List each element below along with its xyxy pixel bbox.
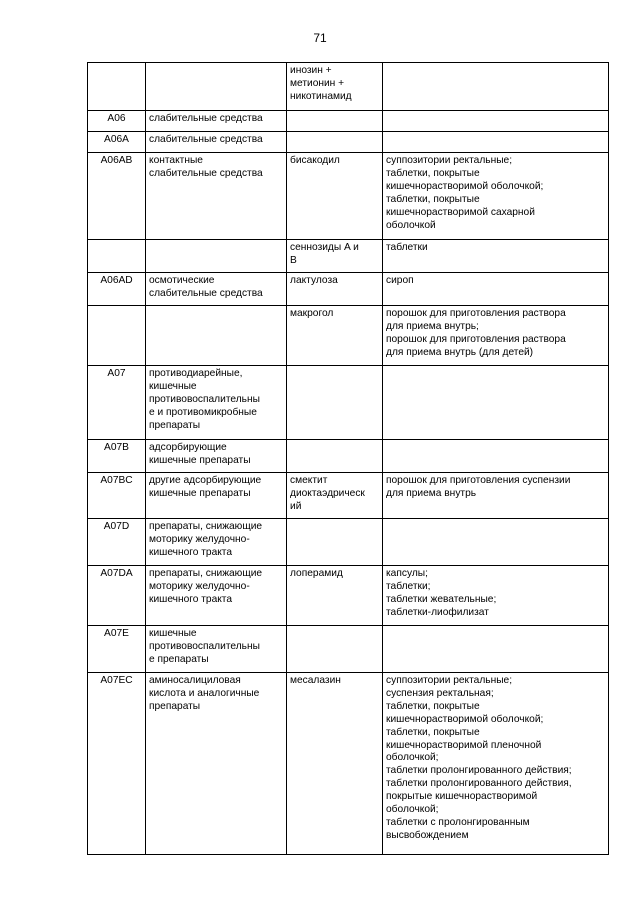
table-row bbox=[88, 63, 609, 111]
atc-code-cell bbox=[88, 240, 146, 273]
page-number: 71 bbox=[313, 31, 327, 45]
dosage-form-cell: порошок для приготовления суспензии для приема внутрь bbox=[383, 473, 609, 519]
dosage-form-cell bbox=[383, 626, 609, 673]
table-row bbox=[88, 566, 609, 626]
pharmacological-group-cell: препараты, снижающие моторику желудочно- кишечного тракта bbox=[146, 566, 287, 626]
pharmacological-group-cell: кишечные противовоспалительны е препараты bbox=[146, 626, 287, 673]
pharmacological-group-cell: противодиарейные, кишечные противовоспалительны е и противомикробные препараты bbox=[146, 366, 287, 440]
dosage-form-cell: капсулы; таблетки; таблетки жевательные; таблетки-лиофилизат bbox=[383, 566, 609, 626]
substance-cell: лактулоза bbox=[287, 273, 383, 306]
dosage-form-cell: суппозитории ректальные; таблетки, покрытые кишечнорастворимой оболочкой; таблетки, покрытые кишечнорастворимой сахарной оболочкой bbox=[383, 153, 609, 240]
pharmacological-group-cell: адсорбирующие кишечные препараты bbox=[146, 440, 287, 473]
atc-code-cell: A06A bbox=[88, 132, 146, 153]
table-row bbox=[88, 240, 609, 273]
substance-cell bbox=[287, 519, 383, 566]
substance-cell: сеннозиды A и B bbox=[287, 240, 383, 273]
table-body bbox=[88, 63, 609, 855]
dosage-form-cell bbox=[383, 519, 609, 566]
substance-cell: бисакодил bbox=[287, 153, 383, 240]
dosage-form-cell: суппозитории ректальные; суспензия ректальная; таблетки, покрытые кишечнорастворимой оболочкой; таблетки, покрытые кишечнорастворимой пленочной оболочкой; таблетки пролонгированного действия; таблетки пролонгированного действия, покрытые кишечнорастворимой оболочкой; таблетки с пролонгированным высвобождением bbox=[383, 673, 609, 855]
atc-code-cell: A07E bbox=[88, 626, 146, 673]
substance-cell: месалазин bbox=[287, 673, 383, 855]
table-row bbox=[88, 366, 609, 440]
table-row bbox=[88, 111, 609, 132]
table-row bbox=[88, 519, 609, 566]
pharmacological-group-cell: аминосалициловая кислота и аналогичные препараты bbox=[146, 673, 287, 855]
table-row bbox=[88, 473, 609, 519]
table-row bbox=[88, 673, 609, 855]
substance-cell bbox=[287, 366, 383, 440]
atc-code-cell: A07EC bbox=[88, 673, 146, 855]
substance-cell: инозин + метионин + никотинамид bbox=[287, 63, 383, 111]
table-row bbox=[88, 626, 609, 673]
dosage-form-cell bbox=[383, 132, 609, 153]
table-row bbox=[88, 153, 609, 240]
atc-code-cell: A07DA bbox=[88, 566, 146, 626]
dosage-form-cell bbox=[383, 111, 609, 132]
pharmacological-group-cell bbox=[146, 306, 287, 366]
pharmacological-group-cell: слабительные средства bbox=[146, 132, 287, 153]
dosage-form-cell bbox=[383, 63, 609, 111]
atc-code-cell: A06 bbox=[88, 111, 146, 132]
dosage-form-cell: порошок для приготовления раствора для приема внутрь; порошок для приготовления раствора для приема внутрь (для детей) bbox=[383, 306, 609, 366]
pharmacological-group-cell: препараты, снижающие моторику желудочно- кишечного тракта bbox=[146, 519, 287, 566]
substance-cell: макрогол bbox=[287, 306, 383, 366]
pharmacological-group-cell bbox=[146, 240, 287, 273]
table-row bbox=[88, 273, 609, 306]
pharmacological-group-cell: осмотические слабительные средства bbox=[146, 273, 287, 306]
substance-cell bbox=[287, 111, 383, 132]
pharmacological-group-cell: слабительные средства bbox=[146, 111, 287, 132]
substance-cell bbox=[287, 132, 383, 153]
atc-code-cell: A06AB bbox=[88, 153, 146, 240]
table-row bbox=[88, 306, 609, 366]
substance-cell: лоперамид bbox=[287, 566, 383, 626]
atc-code-cell bbox=[88, 306, 146, 366]
atc-code-cell: A07BC bbox=[88, 473, 146, 519]
pharmacological-group-cell: контактные слабительные средства bbox=[146, 153, 287, 240]
substance-cell: смектит диоктаэдрическ ий bbox=[287, 473, 383, 519]
substance-cell bbox=[287, 626, 383, 673]
pharmacological-group-cell bbox=[146, 63, 287, 111]
table-row bbox=[88, 440, 609, 473]
pharmacological-group-cell: другие адсорбирующие кишечные препараты bbox=[146, 473, 287, 519]
table-row bbox=[88, 132, 609, 153]
atc-code-cell: A06AD bbox=[88, 273, 146, 306]
substance-cell bbox=[287, 440, 383, 473]
dosage-form-cell bbox=[383, 440, 609, 473]
atc-code-cell: A07 bbox=[88, 366, 146, 440]
dosage-form-cell bbox=[383, 366, 609, 440]
atc-code-cell: A07B bbox=[88, 440, 146, 473]
dosage-form-cell: сироп bbox=[383, 273, 609, 306]
drug-classification-table bbox=[87, 62, 609, 855]
atc-code-cell bbox=[88, 63, 146, 111]
dosage-form-cell: таблетки bbox=[383, 240, 609, 273]
atc-code-cell: A07D bbox=[88, 519, 146, 566]
